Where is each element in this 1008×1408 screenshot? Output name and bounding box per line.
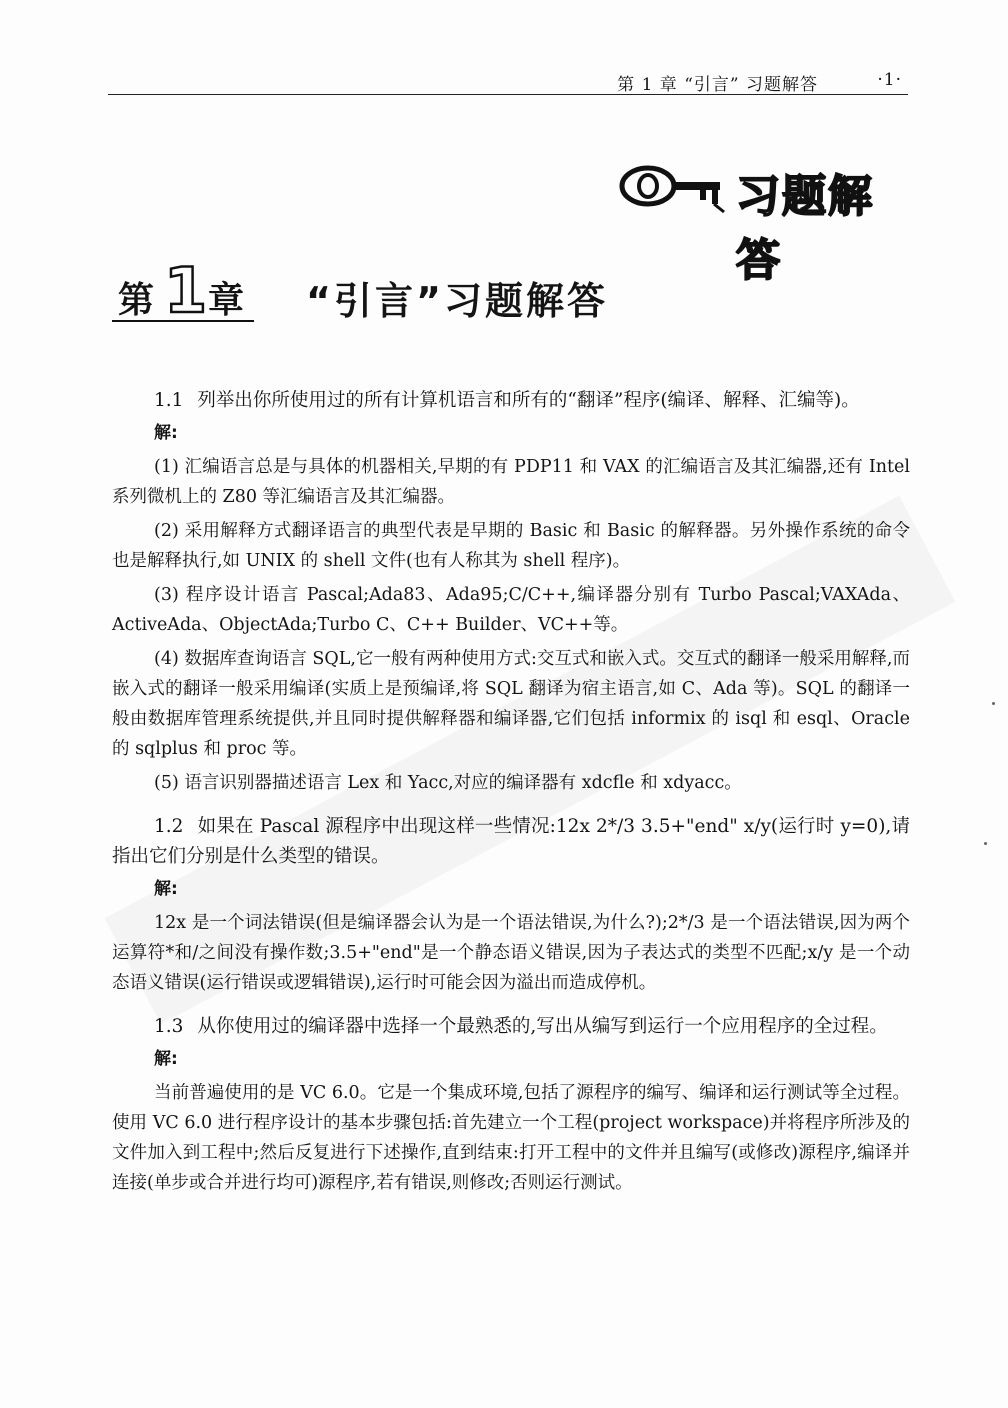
question-1-2: 1.2 如果在 Pascal 源程序中出现这样一些情况:12x 2*/3 3.5+"end" x/y(运行时 y=0),请指出它们分别是什么类型的错误。	[112, 816, 910, 867]
question-1-3: 1.3 从你使用过的编译器中选择一个最熟悉的,写出从编写到运行一个应用程序的全过程。	[154, 1016, 888, 1037]
question-1-1: 1.1 列举出你所使用过的所有计算机语言和所有的“翻译”程序(编译、解释、汇编等)。	[154, 390, 860, 411]
page-number: ·1·	[877, 70, 902, 90]
paragraph: (1) 汇编语言总是与具体的机器相关,早期的有 PDP11 和 VAX 的汇编语言及其汇编器,还有 Intel 系列微机上的 Z80 等汇编语言及其汇编器。	[112, 457, 910, 507]
scan-speck	[984, 842, 987, 845]
chapter-suffix: 章	[208, 280, 245, 321]
paragraph: (2) 采用解释方式翻译语言的典型代表是早期的 Basic 和 Basic 的解释器。另外操作系统的命令也是解释执行,如 UNIX 的 shell 文件(也有人称其为 shell 程序)。	[112, 521, 910, 571]
body-content	[112, 386, 910, 1202]
chapter-underline	[112, 320, 254, 322]
spacer	[112, 1002, 910, 1012]
chapter-number: 1	[164, 254, 208, 327]
scan-speck	[992, 702, 995, 705]
chapter-heading	[112, 254, 912, 332]
paragraph: 当前普遍使用的是 VC 6.0。它是一个集成环境,包括了源程序的编写、编译和运行测试等全过程。使用 VC 6.0 进行程序设计的基本步骤包括:首先建立一个工程(project workspace)并将程序所涉及的文件加入到工程中;然后反复进行下述操作,直到结束:打开工程中的文件并且编写(或修改)源程序,编译并连接(单步或合并进行均可)源程序,若有错误,则修改;否则运行测试。	[112, 1083, 910, 1193]
key-logo	[618, 158, 918, 286]
running-header	[108, 62, 908, 95]
solution-label: 解:	[154, 423, 178, 443]
chapter-prefix: 第	[118, 280, 155, 321]
paragraph: (3) 程序设计语言 Pascal;Ada83、Ada95;C/C++,编译器分别有 Turbo Pascal;VAXAda、ActiveAda、ObjectAda;Turbo C、C++ Builder、VC++等。	[112, 585, 910, 635]
spacer	[112, 802, 910, 812]
paragraph: (4) 数据库查询语言 SQL,它一般有两种使用方式:交互式和嵌入式。交互式的翻译一般采用解释,而嵌入式的翻译一般采用编译(实质上是预编译,将 SQL 翻译为宿主语言,如 C、Ada 等)。SQL 的翻译一般由数据库管理系统提供,并且同时提供解释器和编译器,它们包括 informix 的 isql 和 esql、Oracle 的 sqlplus 和 proc 等。	[112, 649, 910, 759]
solution-label: 解:	[154, 879, 178, 899]
paragraph: 12x 是一个词法错误(但是编译器会认为是一个语法错误,为什么?);2*/3 是一个语法错误,因为两个运算符*和/之间没有操作数;3.5+"end"是一个静态语义错误,因为子表达式的类型不匹配;x/y 是一个动态语义错误(运行错误或逻辑错误),运行时可能会因为溢出而造成停机。	[112, 913, 910, 993]
running-header-chapter: 第 1 章 “引言” 习题解答	[617, 75, 818, 95]
solution-label: 解:	[154, 1049, 178, 1069]
logo-text: 习题解答	[736, 171, 874, 286]
chapter-title: “引言”习题解答	[306, 279, 608, 323]
paragraph: (5) 语言识别器描述语言 Lex 和 Yacc,对应的编译器有 xdcfle 和 xdyacc。	[154, 773, 742, 793]
